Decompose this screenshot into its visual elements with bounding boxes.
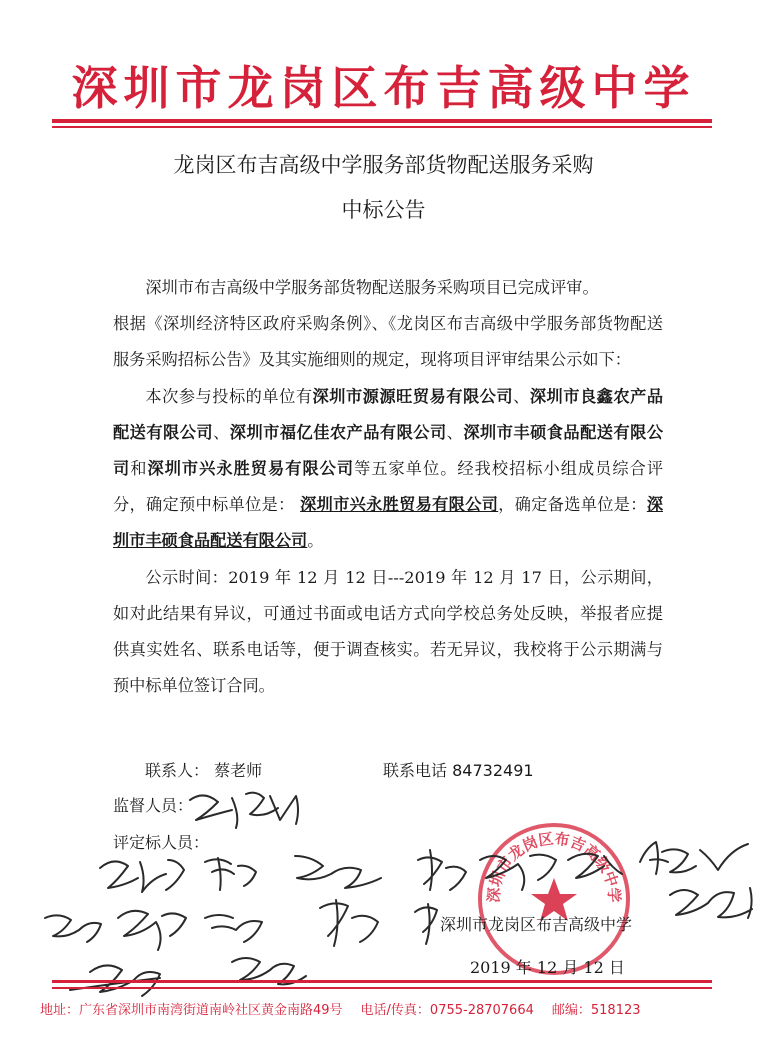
contact-person-name: 蔡老师: [214, 761, 263, 780]
bidders-lead: 本次参与投标的单位有: [145, 386, 313, 406]
footer-rule-thin: [52, 987, 712, 989]
reviewer-signature: [118, 911, 186, 950]
winning-bidder: 深圳市兴永胜贸易有限公司: [300, 495, 499, 515]
supervisor-label: 监督人员：: [113, 796, 194, 815]
reviewer-signature: [205, 858, 256, 890]
separator: 和: [130, 459, 148, 479]
footer-address: 地址：广东省深圳市南湾街道南岭社区黄金南路49号: [40, 1003, 343, 1018]
bidder-company: 深圳市良鑫农产品配送有限公司: [113, 386, 664, 442]
reviewer-signature: [100, 860, 184, 892]
period: 。: [307, 531, 324, 551]
bidder-company: 深圳市丰硕食品配送有限公司: [113, 422, 664, 479]
supervisor-signature: [190, 793, 298, 828]
contact-person-label: 联系人：: [145, 761, 210, 780]
header-rule-thin: [52, 126, 712, 128]
footer-phone: 电话/传真：0755-28707664: [360, 1003, 534, 1018]
separator: 、: [446, 422, 464, 442]
reviewer-signature: [640, 842, 696, 874]
separator: 、: [213, 422, 230, 442]
header-rule: [52, 119, 712, 123]
intro-text: 深圳市布吉高级中学服务部货物配送服务采购项目已完成评审。: [145, 278, 599, 297]
bidder-company: 深圳市源源旺贸易有限公司: [312, 386, 514, 406]
basis-paragraph: 根据《深圳经济特区政府采购条例》、《龙岗区布吉高级中学服务部货物配送服务采购招标公告》及其实施细则的规定，现将项目评审结果公示如下：: [113, 314, 663, 370]
seal-text: 深圳市龙岗区布吉高级中学: [484, 829, 624, 904]
footer: [40, 999, 730, 1018]
contact-phone-label: 联系电话: [383, 761, 448, 780]
document-subtitle: 中标公告: [341, 198, 426, 222]
reviewer-signature: [418, 850, 466, 890]
reviewers-label: 评定标人员：: [113, 833, 210, 852]
reviewer-signature: [415, 904, 437, 944]
signature-date: 2019 年 12 月 12 日: [470, 958, 625, 977]
contact-phone-number: 84732491: [452, 761, 534, 780]
notice-body: [113, 270, 663, 704]
reviewer-signature: [295, 856, 381, 888]
reviewer-signature: [700, 844, 748, 870]
alternate-bidder: 深圳市丰硕食品配送有限公司: [113, 495, 663, 551]
signature-school: 深圳市龙岗区布吉高级中学: [440, 915, 633, 934]
separator: 、: [513, 386, 530, 406]
footer-rule: [52, 980, 712, 983]
footer-postcode: 邮编：518123: [551, 1003, 641, 1018]
reviewer-signature: [45, 915, 101, 942]
bidder-company: 深圳市福亿佳农产品有限公司: [229, 422, 447, 442]
publicity-paragraph: 公示时间：2019 年 12 月 12 日---2019 年 12 月 17 日，公示期间，如对此结果有异议，可通过书面或电话方式向学校总务处反映，举报者应提供真实姓名、联系电话等，便于调查核实。若无异议，我校将于公示期满与预中标单位签订合同。: [113, 567, 663, 696]
reviewer-signature: [670, 888, 752, 918]
reviewer-signature: [205, 915, 262, 942]
bidders-after-list: 等五家单位。经我校招标小组成员综合评分，确定预中标单位是：: [113, 459, 664, 515]
alternate-lead: ，确定备选单位是：: [498, 495, 647, 515]
bidders-paragraph: [113, 379, 663, 560]
document-title: 龙岗区布吉高级中学服务部货物配送服务采购: [173, 153, 594, 177]
intro-paragraph: [113, 270, 663, 306]
reviewer-signature: [320, 900, 378, 946]
bidder-company: 深圳市兴永胜贸易有限公司: [147, 459, 355, 479]
contact-person: [145, 758, 262, 781]
contact-phone: [383, 758, 534, 781]
letterhead-school-name: 深圳市龙岗区布吉高级中学: [71, 61, 696, 115]
